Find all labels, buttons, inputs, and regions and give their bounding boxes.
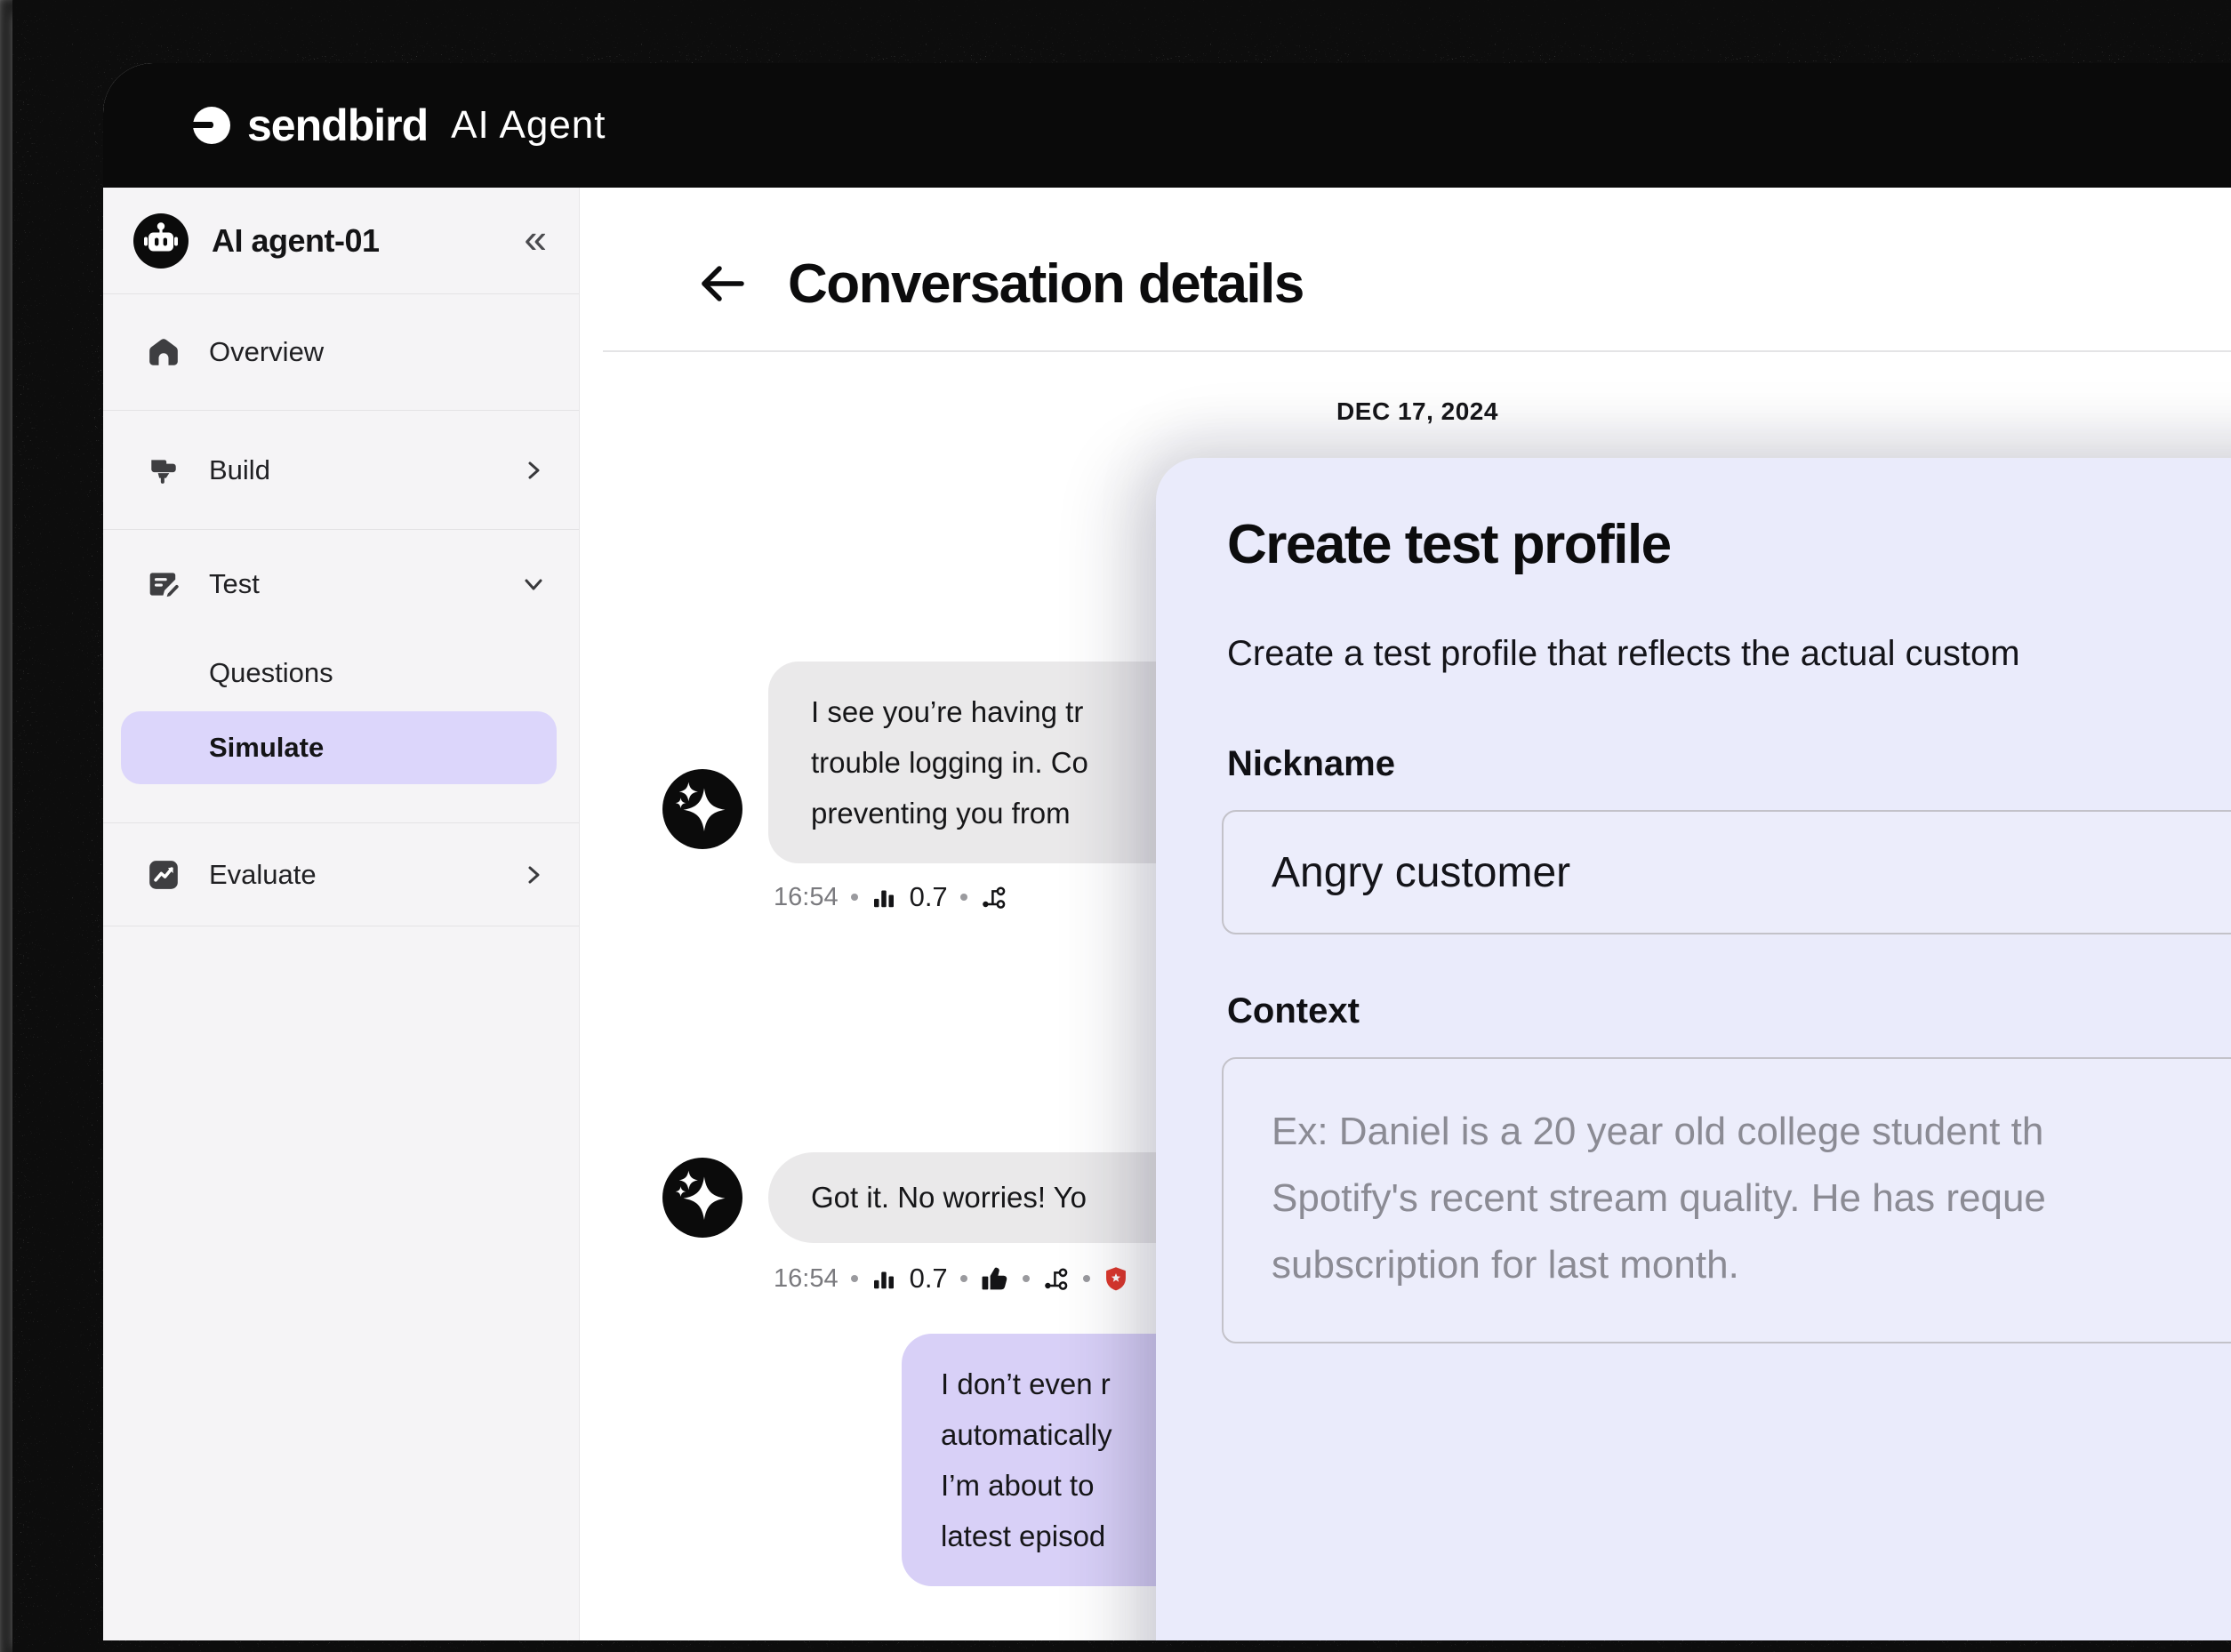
shield-star-icon[interactable] bbox=[1103, 1265, 1129, 1292]
message-line: preventing you from bbox=[811, 797, 1071, 830]
message-meta bbox=[774, 1260, 1129, 1297]
chevron-right-icon bbox=[520, 862, 547, 888]
page-header bbox=[695, 252, 1304, 316]
latency-bars-icon bbox=[871, 1265, 897, 1292]
sidebar-collapse-button[interactable]: « bbox=[524, 214, 547, 261]
nickname-label: Nickname bbox=[1227, 744, 1395, 783]
message-score: 0.7 bbox=[909, 881, 948, 912]
agent-name: AI agent-01 bbox=[212, 221, 380, 259]
modal-title: Create test profile bbox=[1227, 514, 1671, 575]
dot-separator bbox=[851, 1275, 858, 1282]
dot-separator bbox=[1083, 1275, 1090, 1282]
context-label: Context bbox=[1227, 991, 1360, 1030]
message-time: 16:54 bbox=[774, 1263, 839, 1293]
agent-avatar bbox=[662, 1158, 742, 1238]
sidebar bbox=[103, 188, 580, 1640]
page-title: Conversation details bbox=[788, 253, 1304, 315]
chevron-right-icon bbox=[520, 457, 547, 484]
create-test-profile-modal bbox=[1156, 458, 2231, 1640]
app-window bbox=[103, 63, 2231, 1640]
home-icon bbox=[147, 335, 181, 369]
sendbird-logo-icon bbox=[190, 104, 233, 147]
message-line: Got it. No worries! Yo bbox=[811, 1181, 1087, 1214]
sidebar-item-overview[interactable] bbox=[103, 294, 579, 410]
sidebar-item-evaluate[interactable] bbox=[103, 823, 579, 926]
header-divider bbox=[603, 350, 2231, 352]
chart-trending-up-icon bbox=[147, 858, 181, 892]
context-placeholder-line: Spotify's recent stream quality. He has reque bbox=[1272, 1176, 2046, 1220]
sparkle-icon bbox=[662, 1158, 742, 1238]
topbar bbox=[103, 63, 2231, 188]
message-score: 0.7 bbox=[909, 1263, 948, 1294]
sidebar-item-build[interactable] bbox=[103, 411, 579, 529]
message-line: I’m about to bbox=[941, 1469, 1095, 1502]
context-placeholder-line: subscription for last month. bbox=[1272, 1243, 1739, 1287]
context-placeholder-line: Ex: Daniel is a 20 year old college student th bbox=[1272, 1110, 2044, 1153]
sidebar-item-label: Overview bbox=[209, 336, 325, 367]
message-line: automatically bbox=[941, 1418, 1112, 1451]
latency-bars-icon bbox=[871, 884, 897, 910]
product-name: AI Agent bbox=[451, 103, 606, 147]
sidebar-agent-header bbox=[103, 188, 579, 293]
message-line: trouble logging in. Co bbox=[811, 746, 1088, 779]
dot-separator bbox=[1023, 1275, 1030, 1282]
sidebar-item-label: Test bbox=[209, 568, 260, 599]
trace-icon[interactable] bbox=[1042, 1264, 1071, 1293]
message-line: I see you’re having tr bbox=[811, 695, 1084, 728]
modal-description: Create a test profile that reflects the actual custom bbox=[1227, 634, 2020, 673]
sidebar-item-label: Build bbox=[209, 453, 270, 485]
sidebar-item-label: Questions bbox=[209, 657, 333, 688]
message-line: latest episod bbox=[941, 1520, 1106, 1552]
thumbs-up-icon[interactable] bbox=[980, 1263, 1010, 1294]
sidebar-item-simulate-active[interactable] bbox=[121, 711, 557, 784]
trace-icon[interactable] bbox=[980, 883, 1008, 911]
paintbrush-icon bbox=[147, 453, 181, 487]
message-time: 16:54 bbox=[774, 882, 839, 911]
sidebar-item-label: Evaluate bbox=[209, 858, 317, 890]
context-textarea[interactable] bbox=[1222, 1057, 2231, 1343]
robot-avatar bbox=[133, 213, 189, 269]
note-edit-icon bbox=[147, 567, 181, 601]
agent-avatar bbox=[662, 769, 742, 849]
dot-separator bbox=[960, 894, 967, 901]
message-meta bbox=[774, 878, 1008, 916]
robot-icon bbox=[133, 213, 189, 269]
message-line: I don’t even r bbox=[941, 1367, 1111, 1400]
sidebar-item-label: Simulate bbox=[209, 732, 325, 763]
sparkle-icon bbox=[662, 769, 742, 849]
back-arrow-button[interactable] bbox=[695, 261, 749, 306]
nickname-input[interactable] bbox=[1222, 810, 2231, 934]
chevron-down-icon bbox=[520, 571, 547, 597]
date-separator: DEC 17, 2024 bbox=[1336, 397, 1498, 425]
main-content bbox=[580, 188, 2231, 1640]
brand-wordmark: sendbird bbox=[247, 100, 429, 150]
dot-separator bbox=[960, 1275, 967, 1282]
dot-separator bbox=[851, 894, 858, 901]
sidebar-item-test[interactable] bbox=[103, 530, 579, 638]
sidebar-item-questions[interactable] bbox=[103, 638, 579, 708]
